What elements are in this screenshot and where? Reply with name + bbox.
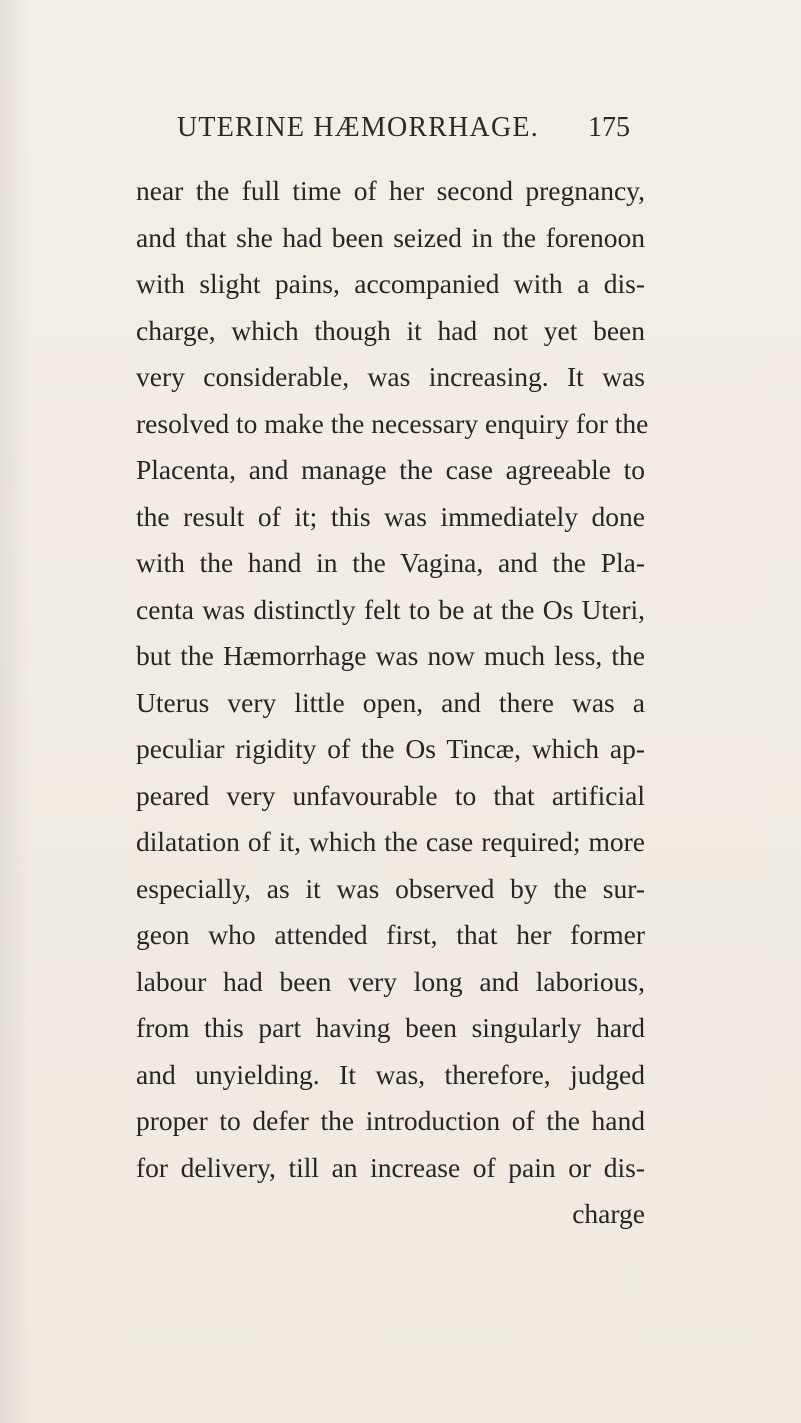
text-line: and unyielding. It was, therefore, judged <box>136 1058 645 1090</box>
text-line: peared very unfavourable to that artificial <box>136 779 645 811</box>
text-line: the result of it; this was immediately done <box>136 500 645 532</box>
catchword: charge <box>572 1198 645 1229</box>
text-line: for delivery, till an increase of pain or dis- <box>136 1151 645 1183</box>
running-head-title: UTERINE HÆMORRHAGE. <box>177 112 539 143</box>
text-line: and that she had been seized in the forenoon <box>136 221 645 253</box>
text-line: geon who attended first, that her former <box>136 919 645 950</box>
text-line: with the hand in the Vagina, and the Pla- <box>136 547 645 578</box>
text-line: Uterus very little open, and there was a <box>136 686 645 718</box>
text-line: especially, as it was observed by the sur- <box>136 872 645 904</box>
text-line: resolved to make the necessary enquiry for the <box>136 407 649 439</box>
text-line: dilatation of it, which the case required; more <box>136 826 645 857</box>
text-line: very considerable, was increasing. It was <box>136 361 645 392</box>
text-line: charge, which though it had not yet been <box>136 314 645 346</box>
text-line: peculiar rigidity of the Os Tincæ, which ap- <box>136 733 645 764</box>
text-line: centa was distinctly felt to be at the Os Uteri, <box>136 593 645 625</box>
text-line: Placenta, and manage the case agreeable to <box>136 454 645 485</box>
text-line: labour had been very long and laborious, <box>136 965 645 997</box>
body-text <box>136 168 649 1238</box>
text-line: near the full time of her second pregnancy, <box>136 175 645 206</box>
page-number: 175 <box>588 112 630 143</box>
running-head <box>0 108 801 148</box>
text-line: from this part having been singularly hard <box>136 1012 645 1043</box>
text-line: but the Hæmorrhage was now much less, the <box>136 640 645 671</box>
text-line: proper to defer the introduction of the hand <box>136 1105 645 1136</box>
text-line: with slight pains, accompanied with a dis- <box>136 268 645 299</box>
